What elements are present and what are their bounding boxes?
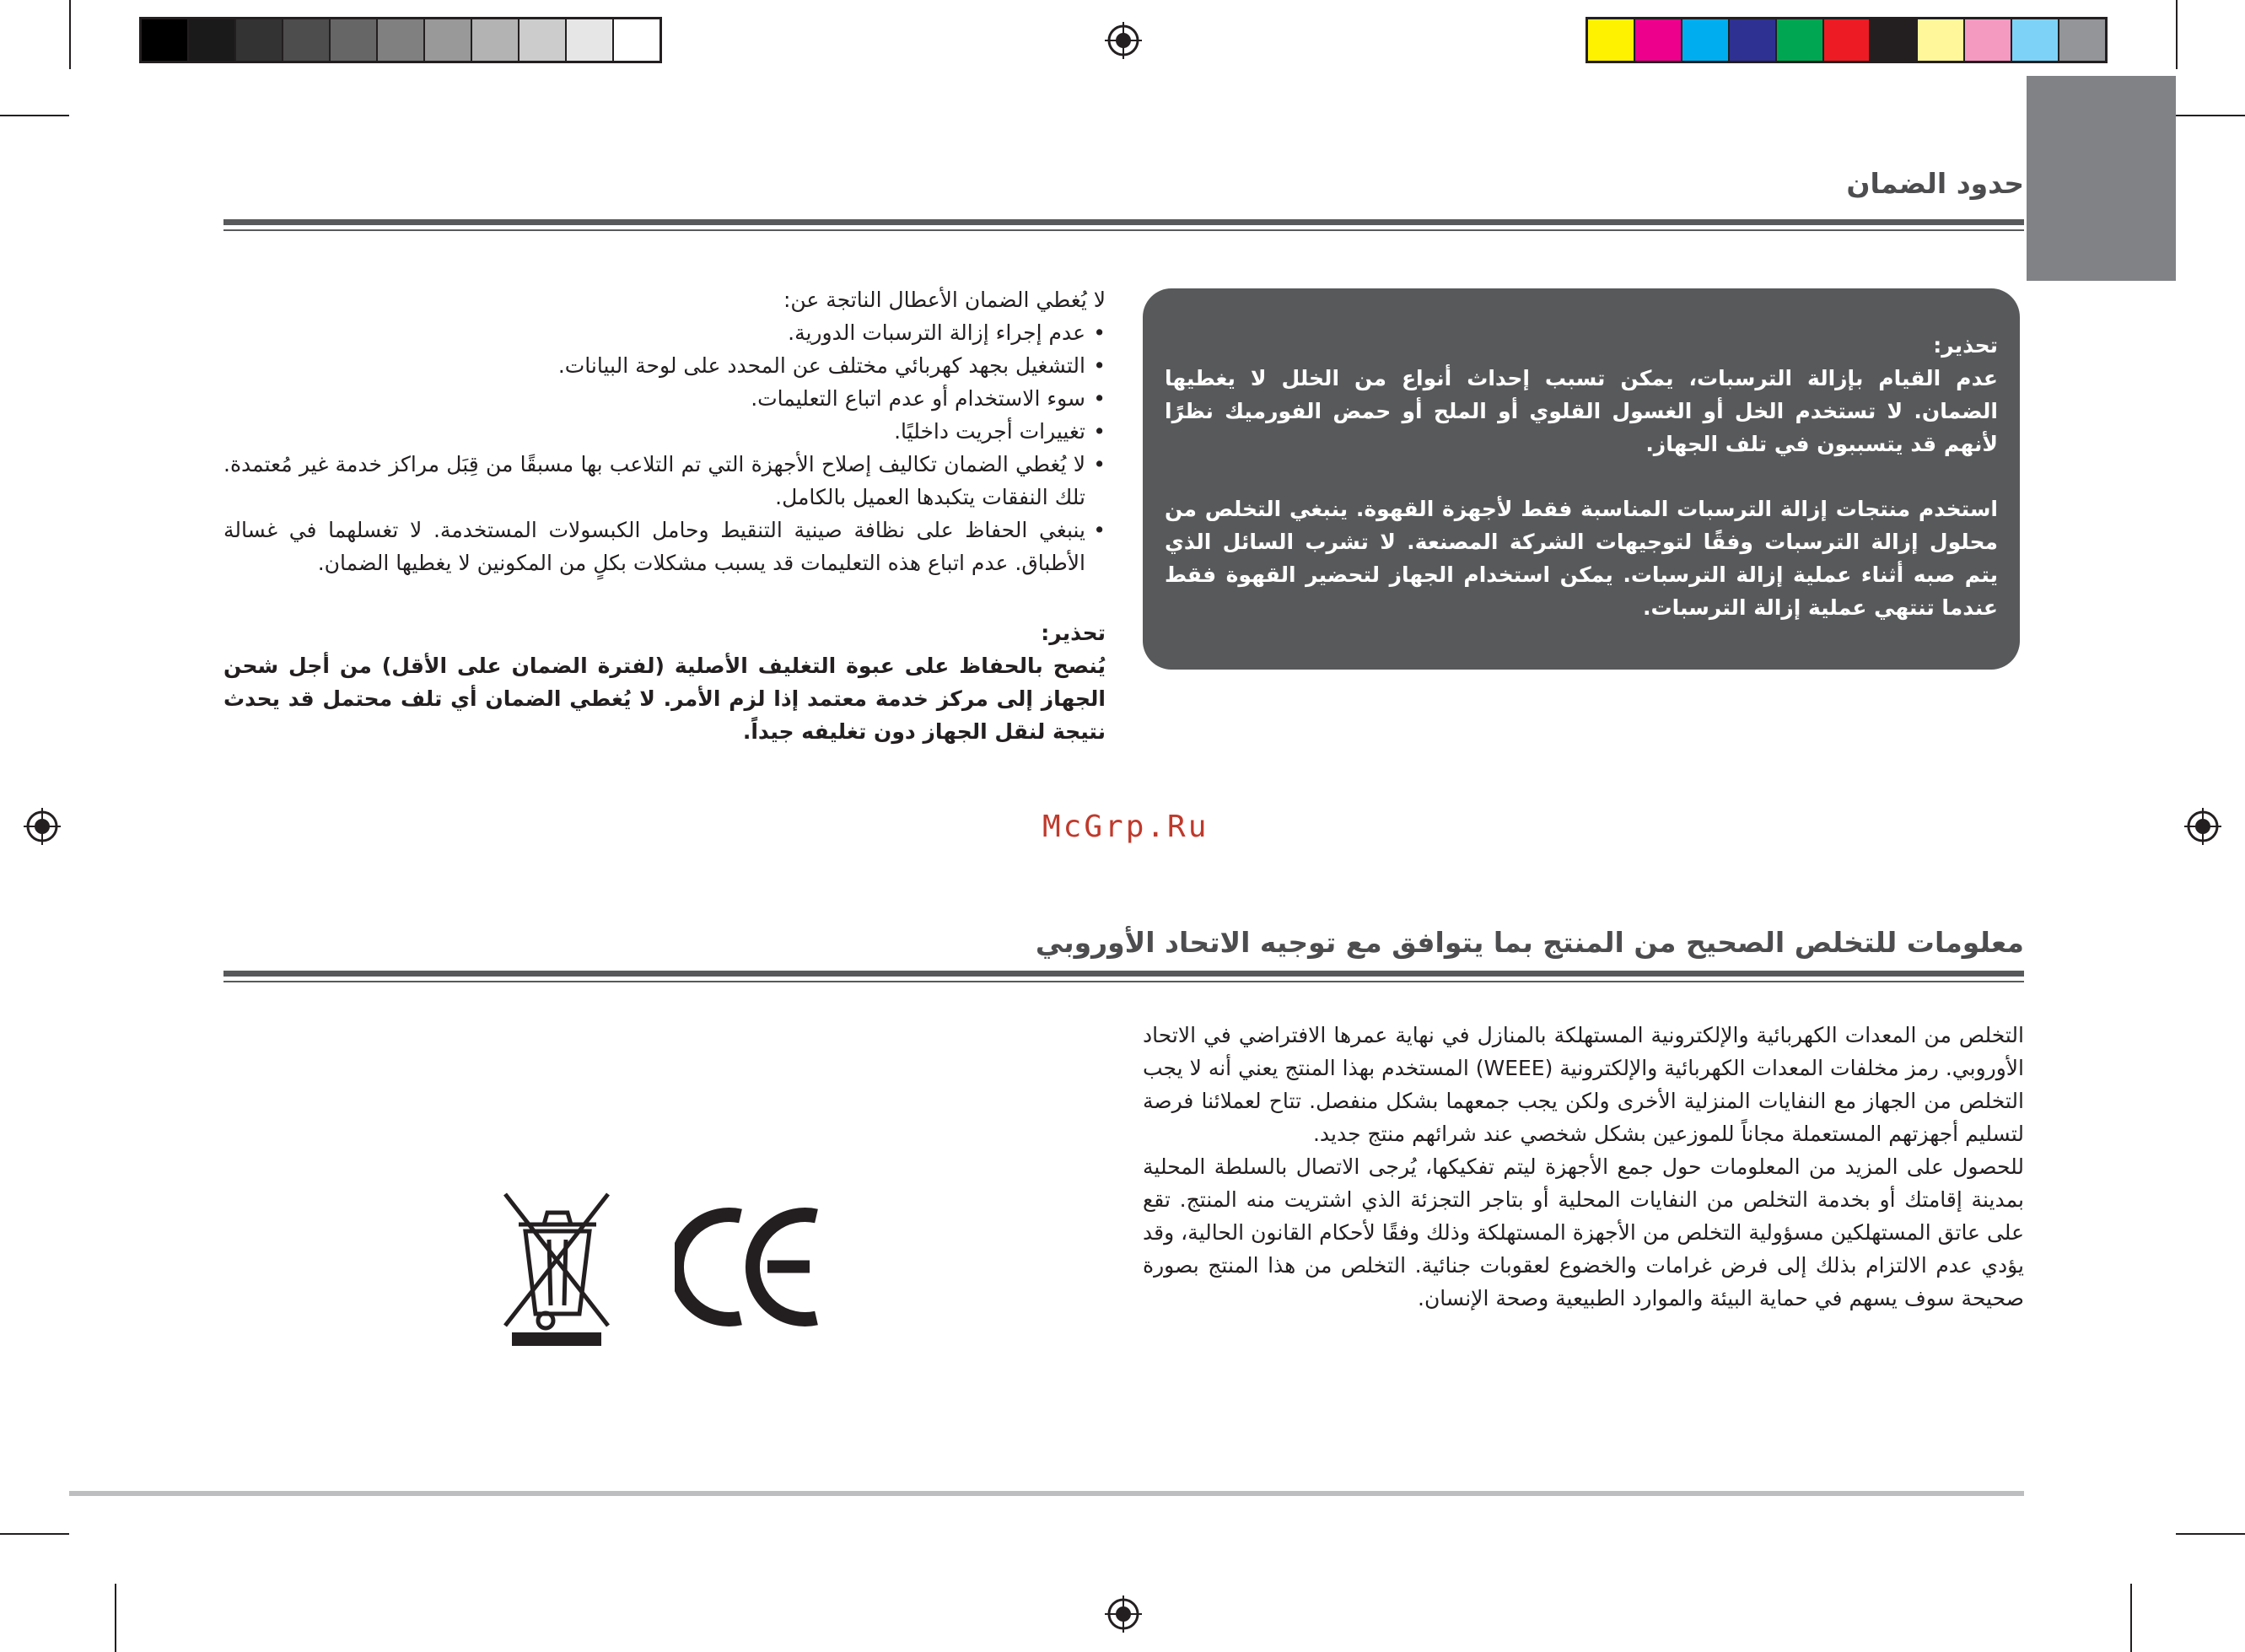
list-item: • تغييرات أجريت داخليًا. — [223, 415, 1106, 448]
caution-title: تحذير: — [1041, 621, 1106, 645]
warning-paragraph: عدم القيام بإزالة الترسبات، يمكن تسبب إحداث أنواع من الخلل لا يغطيها الضمان. لا تستخدم الخل أو الغسول القلوي أو الملح أو حمض الفورميك نظرًا لأنهم قد يتسببون في تلف الجهاز. — [1165, 366, 1998, 456]
color-swatch — [1965, 19, 2012, 61]
caution-text: يُنصح بالحفاظ على عبوة التغليف الأصلية (لفترة الضمان على الأقل) من أجل شحن الجهاز إلى مركز خدمة معتمد إذا لزم الأمر. لا يُغطي الضمان أي تلف محتمل قد يحدث نتيجة لنقل الجهاز دون تغليفه جيداً. — [223, 654, 1106, 744]
color-swatch — [1588, 19, 1635, 61]
disposal-paragraph: التخلص من المعدات الكهربائية والإلكترونية المستهلكة بالمنازل في نهاية عمرها الافتراضي في الاتحاد الأوروبي. رمز مخلفات المعدات الكهربائية والإلكترونية (WEEE) المستخدم بهذا المنتج يعني أنه لا يجب التخلص من الجهاز مع النفايات المنزلية الأخرى ولكن يجب جمعهما بشكل منفصل. تتاح لعملائنا فرصة لتسليم أجهزتهم المستعملة مجاناً للموزعين بشكل شخصي عند شرائهم منتج جديد. — [1143, 1023, 2024, 1146]
weee-bin-icon — [502, 1189, 611, 1348]
registration-mark-icon — [1105, 22, 1142, 59]
color-swatch — [2059, 19, 2105, 61]
color-swatch — [1918, 19, 1965, 61]
registration-mark-icon — [24, 808, 61, 845]
color-swatch — [567, 19, 614, 61]
divider — [223, 981, 2024, 982]
exclusions-list — [223, 316, 1106, 579]
crop-mark — [0, 115, 69, 116]
registration-mark-icon — [1105, 1595, 1142, 1633]
list-item: • ينبغي الحفاظ على نظافة صينية التنقيط وحامل الكبسولات المستخدمة. لا تغسلهما في غسالة الأطباق. عدم اتباع هذه التعليمات قد يسبب مشكلات بكلٍ من المكونين لا يغطيها الضمان. — [223, 514, 1106, 579]
warning-title: تحذير: — [1933, 333, 1998, 358]
color-swatch — [189, 19, 236, 61]
warning-paragraph: استخدم منتجات إزالة الترسبات المناسبة فقط لأجهزة القهوة. ينبغي التخلص من محلول إزالة الترسبات وفقًا لتوجيهات الشركة المصنعة. لا تشرب السائل الذي يتم صبه أثناء عملية إزالة الترسبات. يمكن استخدام الجهاز لتحضير القهوة فقط عندما تنتهي عملية إزالة الترسبات. — [1165, 497, 1998, 620]
disposal-paragraph: للحصول على المزيد من المعلومات حول جمع الأجهزة ليتم تفكيكها، يُرجى الاتصال بالسلطة المحلية بمدينة إقامتك أو بخدمة التخلص من النفايات المحلية أو بتاجر التجزئة الذي اشتريت منه المنتج. تقع على عاتق المستهلكين مسؤولية التخلص من الأجهزة المستهلكة وذلك وفقًا لأحكام القانون الحالية، وقد يؤدي عدم الالتزام بذلك إلى فرض غرامات والخضوع لعقوبات جنائية. التخلص من هذا المنتج بصورة صحيحة سوف يسهم في حماية البيئة والموارد الطبيعية وصحة الإنسان. — [1143, 1154, 2024, 1310]
color-swatch — [472, 19, 520, 61]
ce-mark-icon — [675, 1206, 822, 1328]
crop-mark — [2176, 115, 2245, 116]
grayscale-calibration-bar — [139, 17, 662, 63]
color-swatch — [1777, 19, 1824, 61]
warranty-title: حدود الضمان — [1846, 167, 2024, 200]
color-swatch — [331, 19, 378, 61]
crop-mark — [2130, 1584, 2132, 1652]
crop-mark — [2176, 1533, 2245, 1535]
disposal-title: معلومات للتخلص الصحيح من المنتج بما يتوافق مع توجيه الاتحاد الأوروبي — [1035, 926, 2024, 959]
footer-line — [69, 1491, 2024, 1496]
warranty-exclusions — [223, 283, 1106, 748]
list-item: • سوء الاستخدام أو عدم اتباع التعليمات. — [223, 382, 1106, 415]
crop-mark — [69, 0, 71, 69]
crop-mark — [2176, 0, 2178, 69]
list-item: • التشغيل بجهد كهربائي مختلف عن المحدد على لوحة البيانات. — [223, 349, 1106, 382]
color-swatch — [425, 19, 472, 61]
watermark: McGrp.Ru — [1042, 810, 1209, 844]
disposal-text — [1143, 1019, 2024, 1315]
color-swatch — [1682, 19, 1730, 61]
color-swatch — [520, 19, 567, 61]
color-swatch — [283, 19, 331, 61]
color-swatch — [142, 19, 189, 61]
list-item: • لا يُغطي الضمان تكاليف إصلاح الأجهزة التي تم التلاعب بها مسبقًا من قِبَل مراكز خدمة غير مُعتمدة. تلك النفقات يتكبدها العميل بالكامل. — [223, 448, 1106, 514]
color-swatch — [1824, 19, 1871, 61]
exclusions-intro: لا يُغطي الضمان الأعطال الناتجة عن: — [783, 288, 1106, 312]
crop-mark — [115, 1584, 116, 1652]
crop-mark — [0, 1533, 69, 1535]
warning-box — [1143, 288, 2020, 670]
color-swatch — [2012, 19, 2059, 61]
divider — [223, 229, 2024, 231]
section-tab-marker — [2027, 76, 2176, 281]
list-item: • عدم إجراء إزالة الترسبات الدورية. — [223, 316, 1106, 349]
color-swatch — [236, 19, 283, 61]
color-swatch — [614, 19, 660, 61]
color-swatch — [1730, 19, 1777, 61]
registration-mark-icon — [2184, 808, 2221, 845]
divider — [223, 971, 2024, 977]
divider — [223, 219, 2024, 225]
color-swatch — [1635, 19, 1682, 61]
color-swatch — [378, 19, 425, 61]
color-swatch — [1871, 19, 1918, 61]
color-calibration-bar — [1585, 17, 2108, 63]
